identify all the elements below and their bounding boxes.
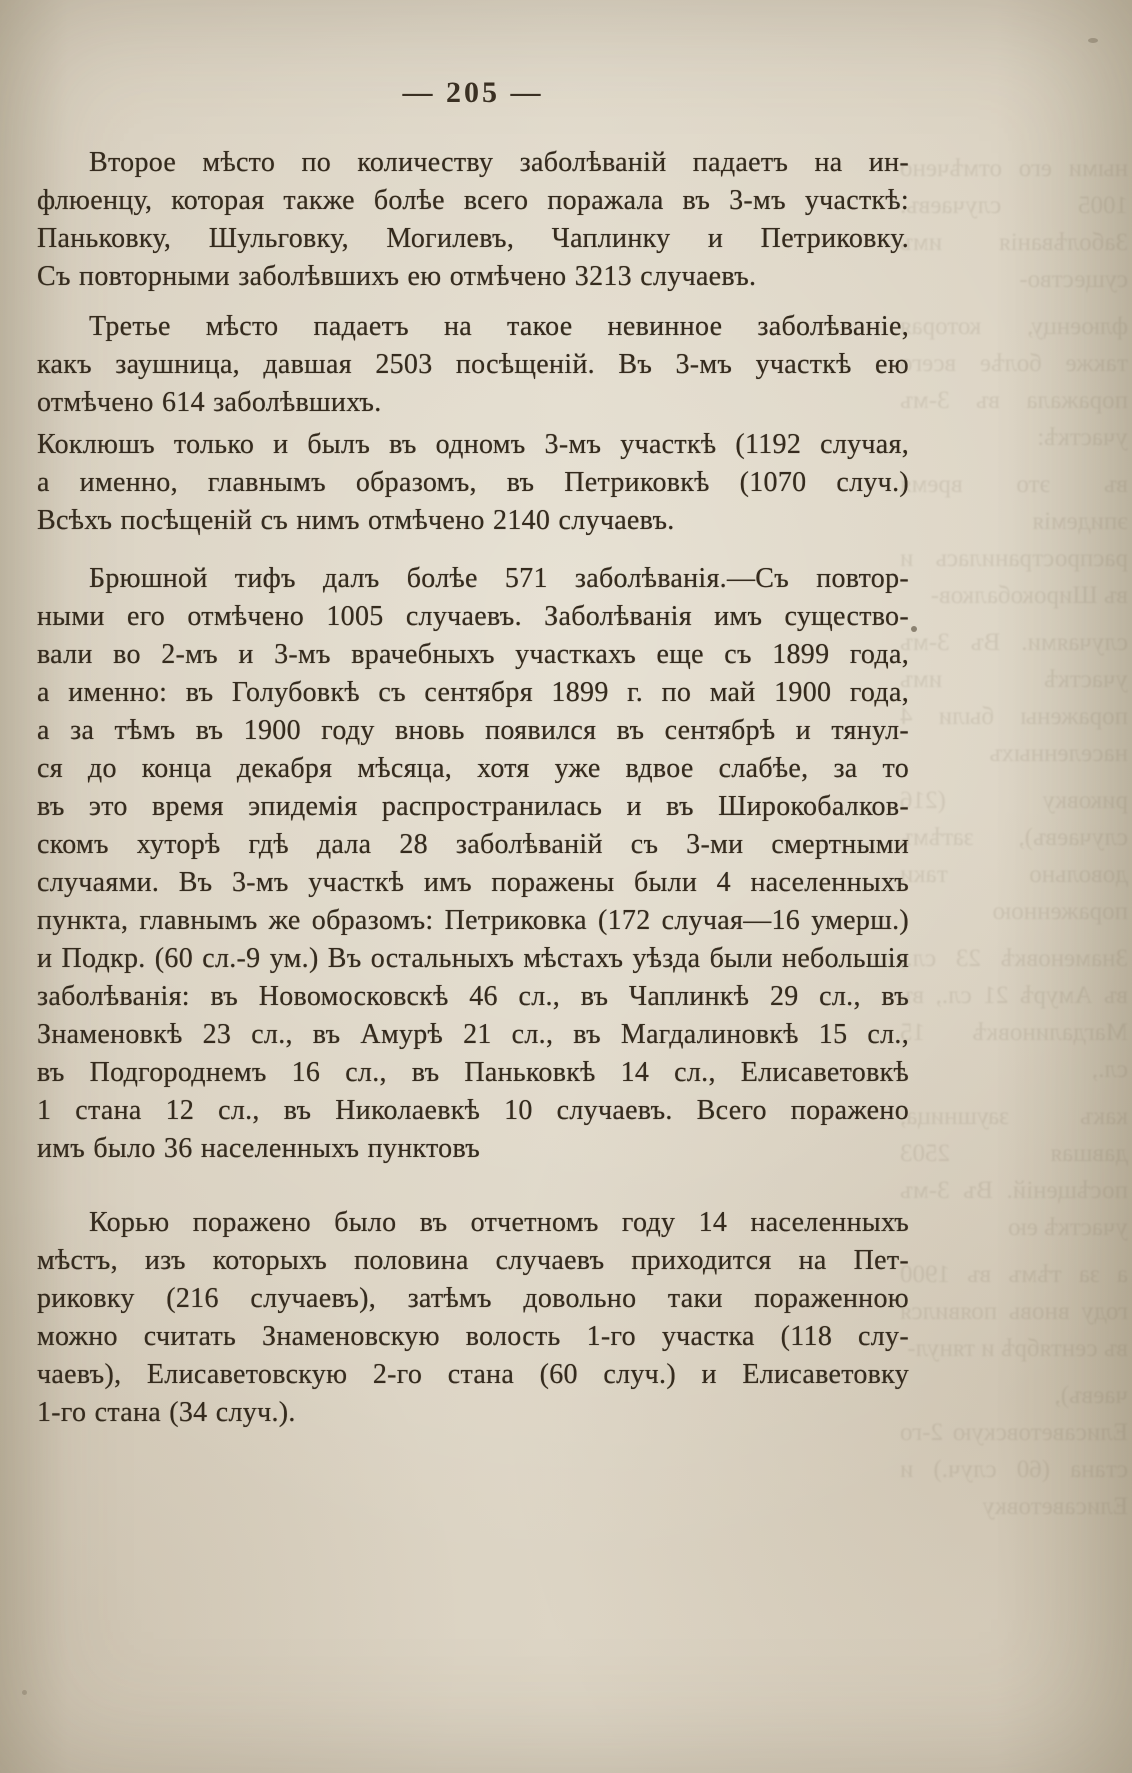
text-line: Всѣхъ посѣщеній съ нимъ отмѣчено 2140 случаевъ. (37, 505, 675, 536)
bleedthrough-text (900, 150, 1128, 1713)
text-line: вали во 2-мъ и 3-мъ врачебныхъ участкахъ еще съ 1899 года, (37, 639, 909, 670)
text-line: въ Подгороднемъ 16 сл., въ Паньковкѣ 14 сл., Елисаветовкѣ (37, 1057, 909, 1088)
text-line: и Подкр. (60 сл.-9 ум.) Въ остальныхъ мѣстахъ уѣзда были небольшія (37, 943, 909, 974)
paragraph-typhoid (37, 560, 909, 1168)
text-line: а именно: въ Голубовкѣ съ сентября 1899 г. по май 1900 года, (37, 677, 909, 708)
text-line: флюенцу, которая также болѣе всего поражала въ 3-мъ участкѣ: (37, 185, 909, 216)
paragraph-whooping-cough (37, 426, 909, 540)
text-line: Второе мѣсто по количеству заболѣваній падаетъ на ин- (89, 147, 909, 178)
text-line: а за тѣмъ въ 1900 году вновь появился въ сентябрѣ и тянул- (37, 715, 909, 746)
text-line: можно считать Знаменовскую волость 1-го участка (118 слу- (37, 1321, 909, 1352)
text-line: отмѣчено 614 заболѣвшихъ. (37, 387, 382, 418)
text-line: а именно, главнымъ образомъ, въ Петриковкѣ (1070 случ.) (37, 467, 909, 498)
text-line: Корью поражено было въ отчетномъ году 14 населенныхъ (89, 1207, 909, 1238)
paragraph-measles (37, 1204, 909, 1432)
text-line: Брюшной тифъ далъ болѣе 571 заболѣванія.—Съ повтор- (89, 563, 909, 594)
text-line: ся до конца декабря мѣсяца, хотя уже вдвое слабѣе, за то (37, 753, 909, 784)
text-line: Паньковку, Шульговку, Могилевъ, Чаплинку и Петриковку. (37, 223, 909, 254)
text-line: чаевъ), Елисаветовскую 2-го стана (60 случ.) и Елисаветовку (37, 1359, 909, 1390)
text-line: Съ повторными заболѣвшихъ ею отмѣчено 3213 случаевъ. (37, 261, 757, 292)
bleedthrough-line: въ это время эпидемія распространилась и въ Широкобалков- (900, 471, 1128, 609)
bleedthrough-line: ными его отмѣчено 1005 случаевъ. Заболѣванія имъ существо- (900, 155, 1128, 293)
bleedthrough-line: флюенцу, которая также болѣе всего поражала въ 3-мъ участкѣ: (900, 313, 1128, 451)
text-line: Знаменовкѣ 23 сл., въ Амурѣ 21 сл., въ Магдалиновкѣ 15 сл., (37, 1019, 909, 1050)
bleedthrough-line: случаями. Въ 3-мъ участкѣ имъ поражены были 4 населенныхъ (900, 629, 1128, 767)
ink-speck (1088, 38, 1098, 43)
text-line: Третье мѣсто падаетъ на такое невинное заболѣваніе, (89, 311, 909, 342)
bleedthrough-line: какъ заушница, давшая 2503 посѣщеній. Въ 3-мъ участкѣ ею (900, 1103, 1128, 1241)
text-line: ными его отмѣчено 1005 случаевъ. Заболѣванія имъ существо- (37, 601, 909, 632)
text-line: риковку (216 случаевъ), затѣмъ довольно таки пораженною (37, 1283, 909, 1314)
text-line: пункта, главнымъ же образомъ: Петриковка (172 случая—16 умерш.) (37, 905, 909, 936)
bleedthrough-line: чаевъ), Елисаветовскую 2-го стана (60 случ.) и Елисаветовку (900, 1382, 1128, 1520)
text-line: какъ заушница, давшая 2503 посѣщеній. Въ 3-мъ участкѣ ею (37, 349, 909, 380)
bleedthrough-line: а за тѣмъ въ 1900 году вновь появился въ сентябрѣ и тянул- (900, 1261, 1128, 1362)
paragraph-mumps (37, 308, 909, 422)
text-line: имъ было 36 населенныхъ пунктовъ (37, 1133, 481, 1164)
text-line: случаями. Въ 3-мъ участкѣ имъ поражены были 4 населенныхъ (37, 867, 909, 898)
text-line: въ это время эпидемія распространилась и въ Широкобалков- (37, 791, 909, 822)
paragraph-influenza (37, 144, 909, 296)
text-line: мѣстъ, изъ которыхъ половина случаевъ приходится на Пет- (37, 1245, 909, 1276)
ink-speck (22, 1690, 27, 1695)
text-line: скомъ хуторѣ гдѣ дала 28 заболѣваній съ 3-ми смертными (37, 829, 909, 860)
bleedthrough-line: Знаменовкѣ 23 сл., въ Амурѣ 21 сл., въ Магдалиновкѣ 15 сл., (900, 945, 1128, 1083)
ink-speck (911, 626, 917, 632)
text-line: заболѣванія: въ Новомосковскѣ 46 сл., въ Чаплинкѣ 29 сл., въ (37, 981, 909, 1012)
text-line: 1-го стана (34 случ.). (37, 1397, 296, 1428)
page-content (37, 0, 909, 1444)
text-line: Коклюшъ только и былъ въ одномъ 3-мъ участкѣ (1192 случая, (37, 429, 909, 460)
text-line: 1 стана 12 сл., въ Николаевкѣ 10 случаевъ. Всего поражено (37, 1095, 909, 1126)
bleedthrough-line: риковку (216 случаевъ), затѣмъ довольно таки пораженною (900, 787, 1128, 925)
page-number: — 205 — (402, 76, 544, 109)
